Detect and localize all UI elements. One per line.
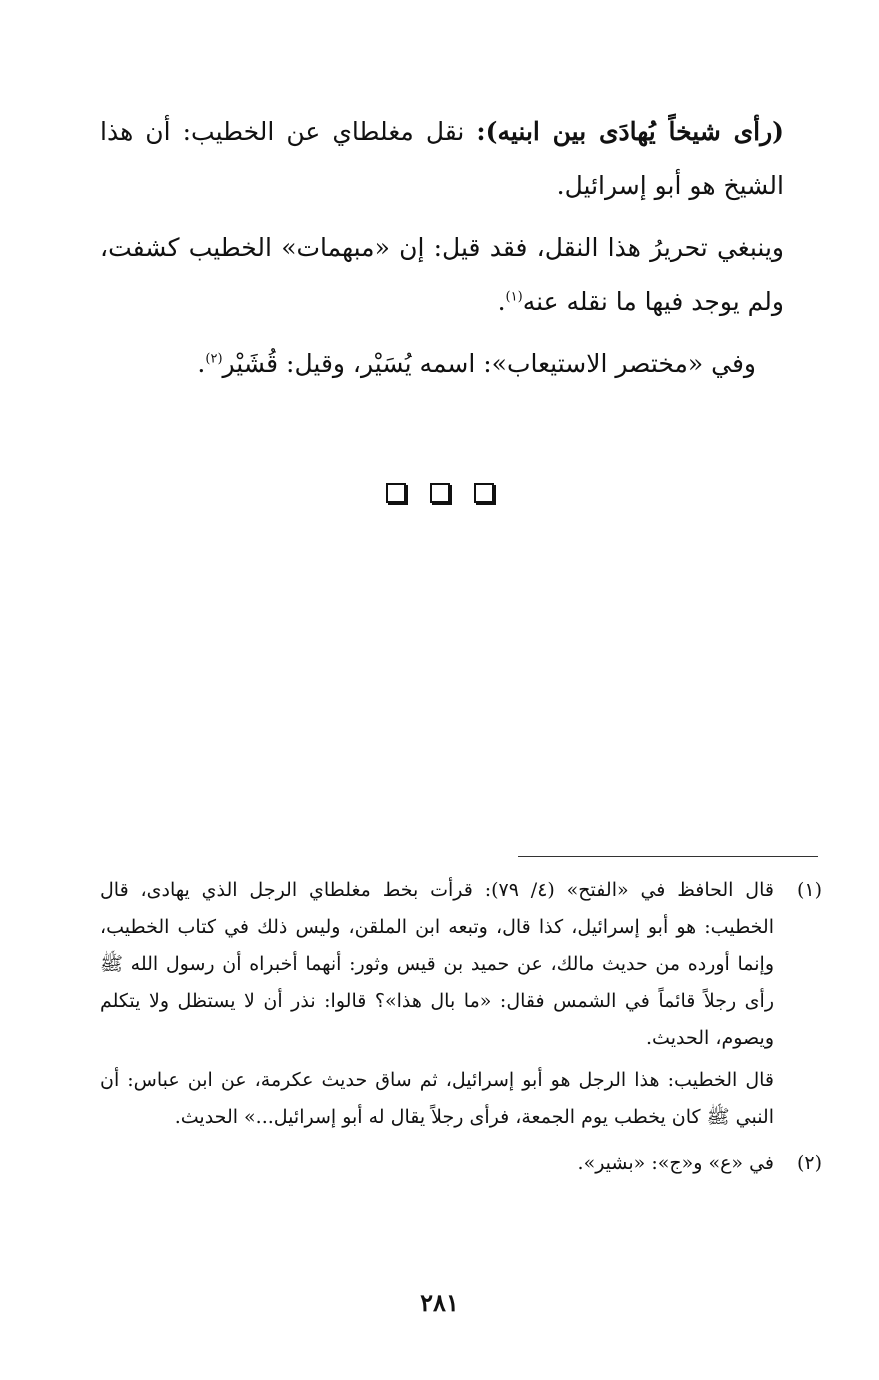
footnote-number: (١) [796, 879, 822, 901]
footnote-paragraph: قال الحافظ في «الفتح» (٤/ ٧٩): قرأت بخط مغلطاي الرجل الذي يهادى، قال الخطيب: هو أبو إسرائيل، كذا قال، وتبعه ابن الملقن، وليس ذلك في كتاب الخطيب، وإنما أورده من حديث مالك، عن حميد بن قيس وثور: أنهما أخبراه أن رسول الله ﷺ رأى رجلاً قائماً في الشمس فقال: «ما بال هذا»؟ قالوا: نذر أن لا يستظل ولا يتكلم ويصوم، الحديث. [100, 879, 774, 1049]
page-number: ٢٨١ [420, 1288, 459, 1317]
footnote-number: (٢) [796, 1152, 822, 1174]
paragraph-1 [100, 105, 812, 213]
footnote-divider [518, 856, 818, 857]
footnotes [100, 872, 822, 1191]
lemma: (رأى شيخاً يُهادَى بين ابنيه): [476, 117, 784, 146]
footnote-1 [100, 872, 822, 1141]
footnote-ref-1[interactable]: (١) [505, 289, 523, 305]
footnote-2 [100, 1145, 822, 1187]
paragraph-3 [100, 337, 812, 391]
footnote-ref-2[interactable]: (٢) [205, 351, 223, 367]
footnote-paragraph: قال الخطيب: هذا الرجل هو أبو إسرائيل، ثم ساق حديث عكرمة، عن ابن عباس: أن النبي ﷺ كان يخطب يوم الجمعة، فرأى رجلاً يقال له أبو إسرائيل...» الحديث. [100, 1069, 774, 1128]
footnote-body [100, 872, 774, 1141]
paragraph-2-text: وينبغي تحريرُ هذا النقل، فقد قيل: إن «مبهمات» الخطيب كشفت، ولم يوجد فيها ما نقله عنه [100, 233, 784, 316]
main-text [100, 105, 812, 399]
section-separator [0, 483, 879, 503]
paragraph-1-text: نقل مغلطاي عن الخطيب: أن هذا الشيخ هو أبو إسرائيل. [100, 117, 784, 200]
paragraph-2 [100, 221, 812, 329]
separator-square-icon [430, 483, 450, 503]
separator-square-icon [386, 483, 406, 503]
separator-square-icon [474, 483, 494, 503]
paragraph-3-text: وفي «مختصر الاستيعاب»: اسمه يُسَيْر، وقيل: قُشَيْر [222, 349, 756, 378]
paragraph-3-end: . [197, 349, 206, 378]
footnote-body [100, 1145, 774, 1187]
footnote-paragraph: في «ع» و«ج»: «بشير». [577, 1152, 774, 1174]
paragraph-2-end: . [497, 287, 506, 316]
